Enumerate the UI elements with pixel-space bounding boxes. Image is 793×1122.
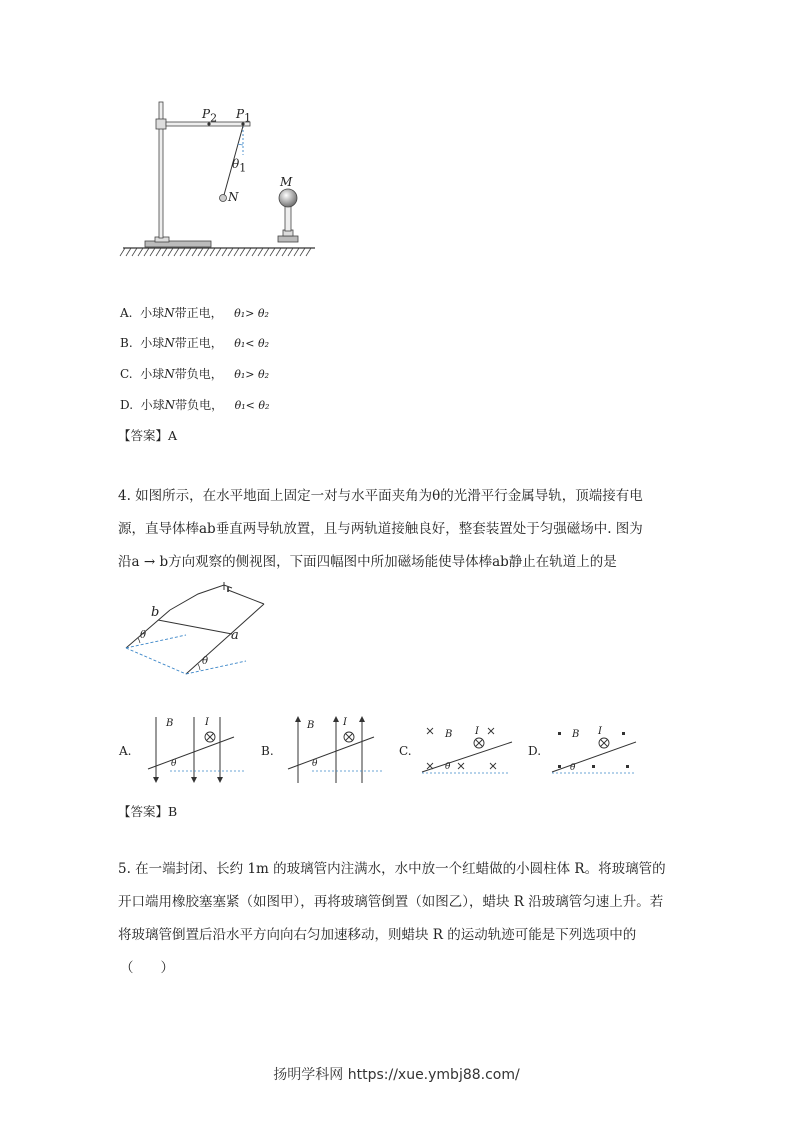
q4-option-a-figure: [140, 715, 246, 785]
q4-line-3: 沿a → b方向观察的侧视图，下面四幅图中所加磁场能使导体棒ab静止在轨道上的是: [118, 554, 617, 570]
q4-option-c-i-label: I: [475, 726, 479, 737]
q5-line-2: 开口端用橡胶塞塞紧（如图甲），再将玻璃管倒置（如图乙），蜡块 R 沿玻璃管匀速上升。若: [118, 894, 664, 910]
q4-option-d-b-label: B: [572, 729, 580, 740]
q4-line-1: 4. 如图所示，在水平地面上固定一对与水平面夹角为θ的光滑平行金属导轨，顶端接有电: [118, 488, 643, 504]
q4-label-a: a: [231, 628, 239, 643]
q4-option-d-figure: [550, 722, 642, 778]
q4-option-c-b-label: B: [445, 729, 453, 740]
q3-option-a: A. 小球N带正电， θ₁> θ₂: [120, 306, 269, 320]
q3-label-n: N: [228, 190, 239, 204]
q4-option-b-b-label: B: [307, 720, 315, 731]
q3-label-m: M: [280, 175, 293, 189]
q4-option-b-figure: [282, 715, 388, 785]
q4-label-theta-top: θ: [140, 630, 147, 641]
q4-option-b-i-label: I: [343, 717, 347, 728]
page-footer: 扬明学科网 https://xue.ymbj88.com/: [273, 1067, 520, 1083]
q4-option-c-letter: C.: [399, 744, 412, 758]
q4-option-c-figure: [420, 722, 516, 778]
q3-option-d: D. 小球N带负电， θ₁< θ₂: [120, 398, 270, 412]
q3-label-p2: $P_2$: [202, 107, 218, 125]
q3-figure: [115, 90, 325, 265]
q5-line-1: 5. 在一端封闭、长约 1m 的玻璃管内注满水，水中放一个红蜡做的小圆柱体 R。将玻璃管的: [118, 861, 666, 877]
q4-answer: 【答案】B: [118, 804, 178, 819]
q3-answer: 【答案】A: [118, 428, 178, 443]
q4-label-b: b: [151, 605, 160, 620]
q4-label-theta-bottom: θ: [202, 656, 209, 667]
q3-label-theta1: $\theta_1$: [232, 157, 247, 175]
q4-option-a-theta: θ: [171, 759, 177, 769]
q4-line-2: 源，直导体棒ab垂直两导轨放置，且与两轨道接触良好，整套装置处于匀强磁场中. 图为: [118, 521, 643, 537]
q5-line-4: （ ）: [120, 960, 174, 976]
q4-option-d-theta: θ: [570, 763, 576, 773]
q4-option-c-theta: θ: [445, 762, 451, 772]
q4-option-a-b-label: B: [166, 718, 174, 729]
q3-label-p1: $P_1$: [236, 107, 252, 125]
q4-option-a-letter: A.: [119, 744, 132, 758]
q5-line-3: 将玻璃管倒置后沿水平方向向右匀加速移动，则蜡块 R 的运动轨迹可能是下列选项中的: [118, 927, 637, 943]
q4-option-b-letter: B.: [261, 744, 274, 758]
q4-option-d-i-label: I: [598, 726, 602, 737]
q3-option-b: B. 小球N带正电， θ₁< θ₂: [120, 336, 270, 350]
q4-option-d-letter: D.: [528, 744, 542, 758]
q4-option-a-i-label: I: [205, 717, 209, 728]
q3-option-c: C. 小球N带负电， θ₁> θ₂: [120, 367, 269, 381]
q4-option-b-theta: θ: [312, 759, 318, 769]
